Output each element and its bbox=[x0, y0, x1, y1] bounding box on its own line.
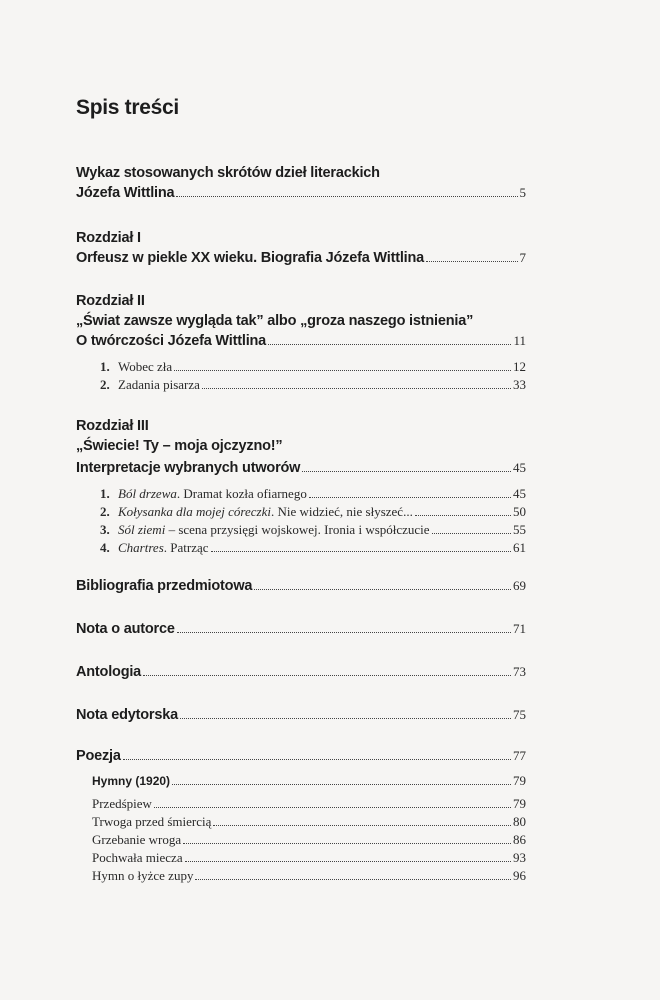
leader-dots bbox=[143, 674, 511, 676]
leader-dots bbox=[172, 783, 511, 785]
toc-entry-section[interactable] bbox=[100, 376, 526, 394]
section-number: 2. bbox=[100, 377, 110, 392]
toc-entry-chapter-3[interactable] bbox=[76, 459, 526, 477]
wykaz-heading-line1: Wykaz stosowanych skrótów dzieł literackich bbox=[76, 165, 380, 181]
chapter-3-title-line1: „Świecie! Ty – moja ojczyzno!” bbox=[76, 438, 283, 454]
chapter-3-label: Rozdział III bbox=[76, 418, 149, 434]
leader-dots bbox=[180, 717, 511, 719]
poem-title: Przedśpiew bbox=[92, 796, 152, 811]
page-number: 45 bbox=[513, 460, 526, 475]
toc-entry-poem[interactable] bbox=[92, 849, 526, 867]
leader-dots bbox=[185, 860, 511, 862]
page-number: 79 bbox=[513, 773, 526, 788]
toc-entry-label: Antologia bbox=[76, 664, 142, 680]
leader-dots bbox=[302, 470, 511, 472]
leader-dots bbox=[426, 260, 517, 262]
leader-dots bbox=[415, 514, 511, 516]
work-title: Kołysanka dla mojej córeczki bbox=[118, 504, 271, 519]
page-number: 5 bbox=[519, 185, 526, 200]
toc-entry-poezja[interactable] bbox=[76, 747, 526, 765]
leader-dots bbox=[432, 532, 511, 534]
toc-entry-poem[interactable] bbox=[92, 795, 526, 813]
toc-entry-label: Nota o autorce bbox=[76, 621, 175, 637]
toc-entry-section[interactable] bbox=[100, 521, 526, 539]
toc-entry-poem[interactable] bbox=[92, 813, 526, 831]
poem-title: Grzebanie wroga bbox=[92, 832, 182, 847]
toc-entry-chapter-2[interactable] bbox=[76, 332, 526, 350]
page-number: 96 bbox=[513, 868, 526, 883]
toc-entry-hymny[interactable] bbox=[92, 772, 526, 790]
page-number: 73 bbox=[513, 664, 526, 679]
toc-entry-poem[interactable] bbox=[92, 867, 526, 885]
toc-entry-nota-edytorska[interactable] bbox=[76, 706, 526, 724]
leader-dots bbox=[183, 842, 511, 844]
poem-title: Hymn o łyżce zupy bbox=[92, 868, 194, 883]
page-number: 45 bbox=[513, 486, 526, 501]
page-number: 55 bbox=[513, 522, 526, 537]
toc-entry-chapter-1[interactable] bbox=[76, 249, 526, 267]
poem-title: Pochwała miecza bbox=[92, 850, 183, 865]
toc-entry-label: O twórczości Józefa Wittlina bbox=[76, 333, 267, 349]
section-title: – scena przysięgi wojskowej. Ironia i współczucie bbox=[165, 522, 430, 537]
leader-dots bbox=[309, 496, 511, 498]
toc-entry-nota-o-autorce[interactable] bbox=[76, 620, 526, 638]
toc-entry-wykaz[interactable] bbox=[76, 184, 526, 202]
section-number: 3. bbox=[100, 522, 110, 537]
work-title: Chartres bbox=[118, 540, 164, 555]
page-number: 11 bbox=[513, 333, 526, 348]
page-number: 33 bbox=[513, 377, 526, 392]
leader-dots bbox=[195, 878, 511, 880]
toc-entry-label: Interpretacje wybranych utworów bbox=[76, 460, 301, 476]
page-number: 75 bbox=[513, 707, 526, 722]
page-number: 50 bbox=[513, 504, 526, 519]
leader-dots bbox=[202, 387, 511, 389]
section-number: 1. bbox=[100, 486, 110, 501]
toc-entry-label: Poezja bbox=[76, 748, 121, 764]
leader-dots bbox=[154, 806, 511, 808]
leader-dots bbox=[177, 631, 511, 633]
chapter-2-label: Rozdział II bbox=[76, 293, 145, 309]
toc-entry-section[interactable] bbox=[100, 539, 526, 557]
section-title: . Nie widzieć, nie słyszeć... bbox=[270, 504, 413, 519]
section-title: . Dramat kozła ofiarnego bbox=[176, 486, 307, 501]
section-number: 4. bbox=[100, 540, 110, 555]
toc-entry-label: Orfeusz w piekle XX wieku. Biografia Józefa Wittlina bbox=[76, 250, 425, 266]
toc-entry-bibliografia[interactable] bbox=[76, 577, 526, 595]
page-number: 12 bbox=[513, 359, 526, 374]
chapter-1-label: Rozdział I bbox=[76, 230, 141, 246]
section-title: . Patrząc bbox=[163, 540, 209, 555]
section-title: Wobec zła bbox=[118, 359, 173, 374]
page-number: 80 bbox=[513, 814, 526, 829]
toc-entry-label: Nota edytorska bbox=[76, 707, 178, 723]
work-title: Sól ziemi bbox=[118, 522, 166, 537]
leader-dots bbox=[268, 343, 511, 345]
page-number: 93 bbox=[513, 850, 526, 865]
work-title: Ból drzewa bbox=[118, 486, 177, 501]
leader-dots bbox=[213, 824, 511, 826]
toc-entry-label: Bibliografia przedmiotowa bbox=[76, 578, 253, 594]
page-number: 86 bbox=[513, 832, 526, 847]
section-number: 2. bbox=[100, 504, 110, 519]
page-title: Spis treści bbox=[76, 96, 179, 119]
section-number: 1. bbox=[100, 359, 110, 374]
leader-dots bbox=[176, 195, 517, 197]
leader-dots bbox=[211, 550, 511, 552]
chapter-2-title-line1: „Świat zawsze wygląda tak” albo „groza naszego istnienia” bbox=[76, 313, 474, 329]
page-number: 61 bbox=[513, 540, 526, 555]
toc-entry-section[interactable] bbox=[100, 485, 526, 503]
page-number: 7 bbox=[519, 250, 526, 265]
leader-dots bbox=[254, 588, 511, 590]
toc-entry-section[interactable] bbox=[100, 503, 526, 521]
leader-dots bbox=[123, 758, 511, 760]
page-number: 71 bbox=[513, 621, 526, 636]
toc-entry-antologia[interactable] bbox=[76, 663, 526, 681]
page-number: 77 bbox=[513, 748, 526, 763]
leader-dots bbox=[174, 369, 511, 371]
page-number: 69 bbox=[513, 578, 526, 593]
toc-entry-label: Józefa Wittlina bbox=[76, 185, 175, 201]
poem-title: Trwoga przed śmiercią bbox=[92, 814, 212, 829]
page-number: 79 bbox=[513, 796, 526, 811]
toc-entry-section[interactable] bbox=[100, 358, 526, 376]
toc-entry-label: Hymny (1920) bbox=[92, 774, 171, 788]
toc-entry-poem[interactable] bbox=[92, 831, 526, 849]
section-title: Zadania pisarza bbox=[118, 377, 200, 392]
